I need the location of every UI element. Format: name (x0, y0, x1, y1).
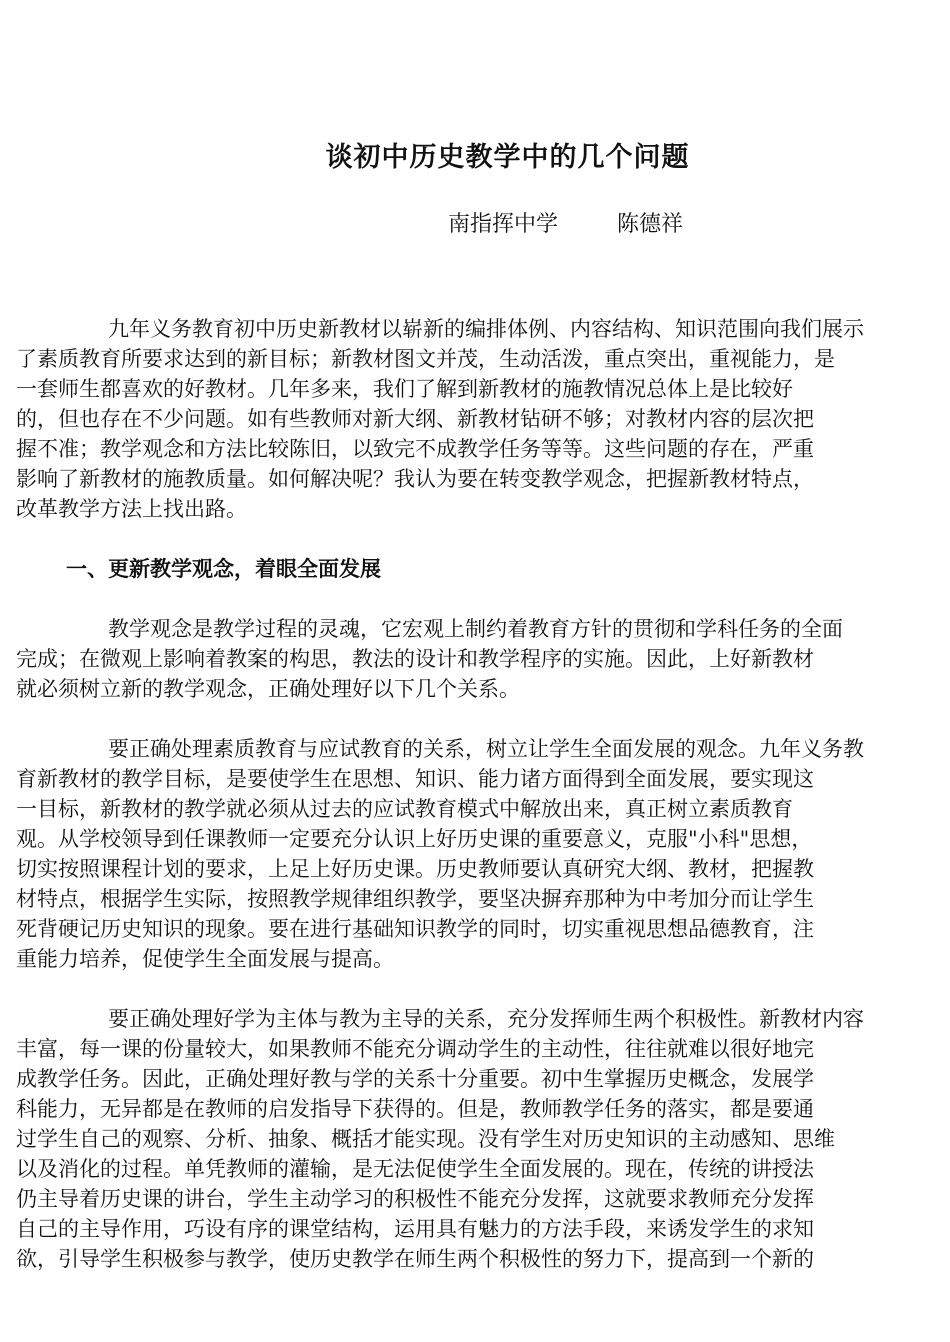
text-line: 的，但也存在不少问题。如有些教师对新大纲、新教材钻研不够；对教材内容的层次把 (16, 407, 814, 431)
author-name: 陈德祥 (617, 212, 684, 237)
text-line: 了素质教育所要求达到的新目标；新教材图文并茂，生动活泼，重点突出，重视能力，是 (16, 347, 835, 371)
author-school: 南指挥中学 (448, 212, 559, 237)
text-line: 自己的主导作用，巧设有序的课堂结构，运用具有魅力的方法手段，来诱发学生的求知 (16, 1217, 814, 1241)
text-line: 丰富，每一课的份量较大，如果教师不能充分调动学生的主动性，往往就难以很好地完 (16, 1037, 814, 1061)
paragraph-1 (16, 314, 950, 524)
text-line: 欲，引导学生积极参与教学，使历史教学在师生两个积极性的努力下，提高到一个新的 (16, 1247, 814, 1271)
section-heading: 一、更新教学观念，着眼全面发展 (66, 557, 381, 581)
text-line: 成教学任务。因此，正确处理好教与学的关系十分重要。初中生掌握历史概念，发展学 (16, 1067, 814, 1091)
text-line: 教学观念是教学过程的灵魂，它宏观上制约着教育方针的贯彻和学科任务的全面 (108, 617, 843, 641)
text-line: 过学生自己的观察、分析、抽象、概括才能实现。没有学生对历史知识的主动感知、思维 (16, 1127, 835, 1151)
text-line: 切实按照课程计划的要求，上足上好历史课。历史教师要认真研究大纲、教材，把握教 (16, 857, 814, 881)
author-byline (448, 209, 683, 241)
text-line: 科能力，无异都是在教师的启发指导下获得的。但是，教师教学任务的落实，都是要通 (16, 1097, 814, 1121)
text-line: 要正确处理好学为主体与教为主导的关系，充分发挥师生两个积极性。新教材内容 (108, 1007, 864, 1031)
text-line: 一目标，新教材的教学就必须从过去的应试教育模式中解放出来，真正树立素质教育 (16, 797, 793, 821)
text-line: 完成；在微观上影响着教案的构思，教法的设计和教学程序的实施。因此，上好新教材 (16, 647, 814, 671)
text-line: 重能力培养，促使学生全面发展与提高。 (16, 947, 394, 971)
text-line: 仍主导着历史课的讲台，学生主动学习的积极性不能充分发挥，这就要求教师充分发挥 (16, 1187, 814, 1211)
text-line: 握不准；教学观念和方法比较陈旧，以致完不成教学任务等等。这些问题的存在，严重 (16, 437, 814, 461)
text-line: 观。从学校领导到任课教师一定要充分认识上好历史课的重要意义，克服"小科"思想， (16, 827, 813, 851)
text-line: 要正确处理素质教育与应试教育的关系，树立让学生全面发展的观念。九年义务教 (108, 737, 864, 761)
text-line: 就必须树立新的教学观念，正确处理好以下几个关系。 (16, 677, 520, 701)
text-line: 死背硬记历史知识的现象。要在进行基础知识教学的同时，切实重视思想品德教育，注 (16, 917, 814, 941)
text-line: 九年义务教育初中历史新教材以崭新的编排体例、内容结构、知识范围向我们展示 (108, 317, 864, 341)
paragraph-4 (16, 1004, 950, 1274)
text-line: 改革教学方法上找出路。 (16, 497, 247, 521)
text-line: 以及消化的过程。单凭教师的灌输，是无法促使学生全面发展的。现在，传统的讲授法 (16, 1157, 814, 1181)
text-line: 育新教材的教学目标，是要使学生在思想、知识、能力诸方面得到全面发展，要实现这 (16, 767, 814, 791)
text-line: 影响了新教材的施教质量。如何解决呢？我认为要在转变教学观念，把握新教材特点， (16, 467, 814, 491)
paragraph-3 (16, 734, 950, 974)
page-title: 谈初中历史教学中的几个问题 (325, 142, 690, 173)
text-line: 一套师生都喜欢的好教材。几年多来，我们了解到新教材的施教情况总体上是比较好 (16, 377, 793, 401)
paragraph-2 (16, 614, 950, 704)
article-body (16, 314, 950, 1304)
text-line: 材特点，根据学生实际，按照教学规律组织教学，要坚决摒弃那种为中考加分而让学生 (16, 887, 814, 911)
